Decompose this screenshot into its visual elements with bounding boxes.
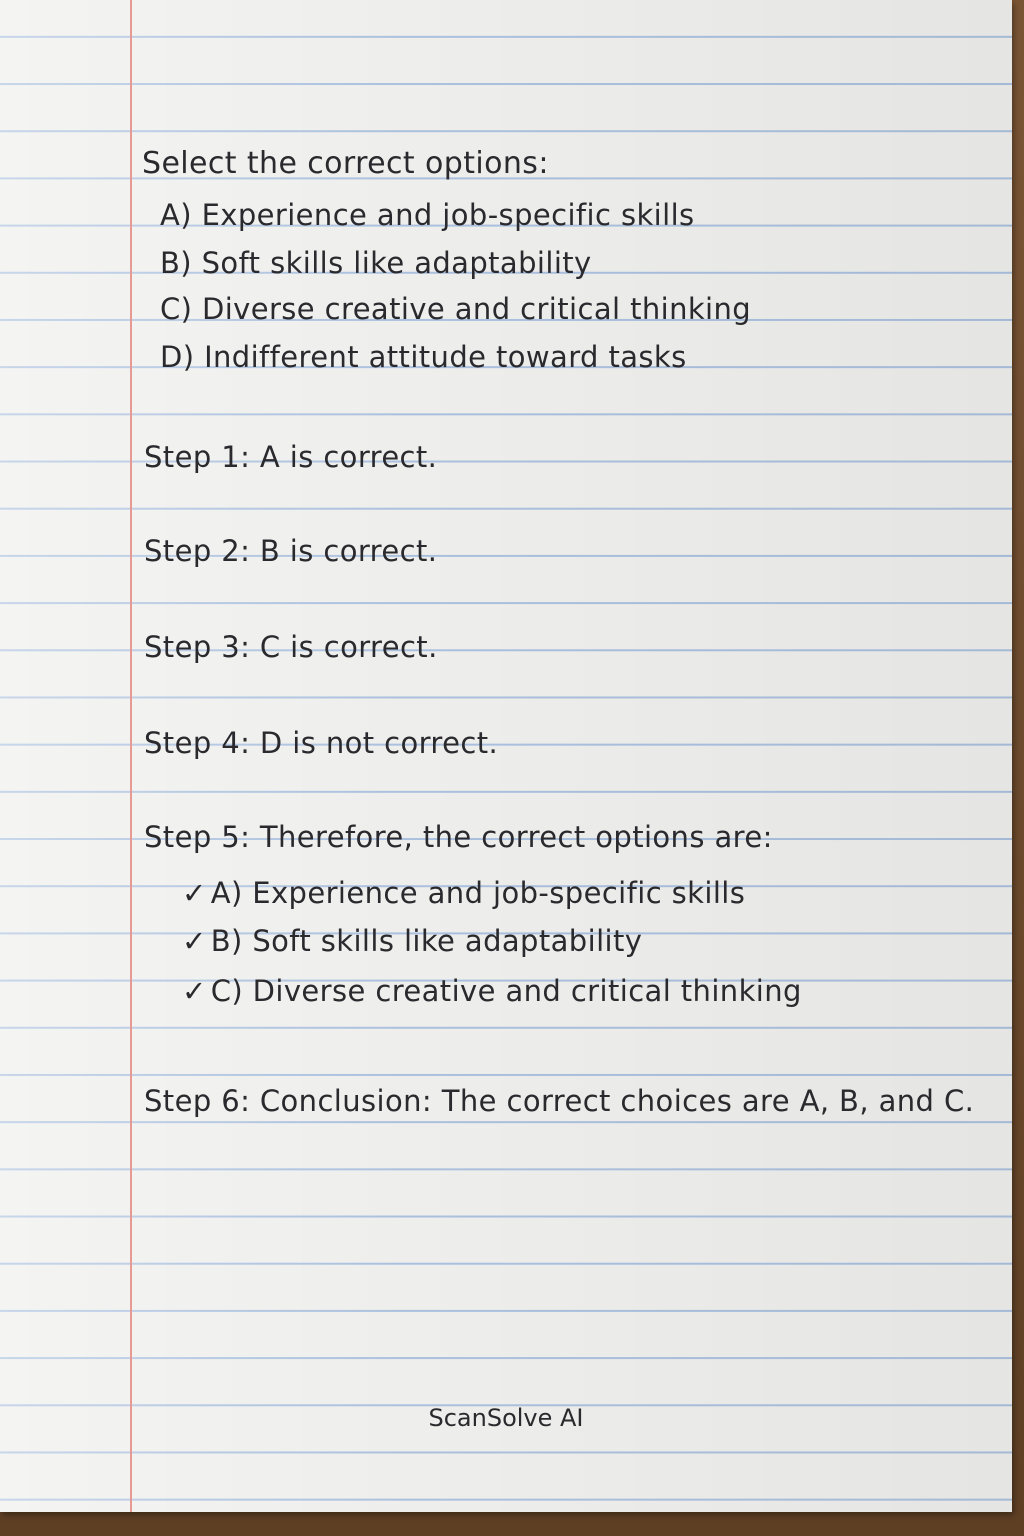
option-a: A) Experience and job-specific skills xyxy=(160,198,695,232)
option-b: B) Soft skills like adaptability xyxy=(160,246,592,280)
margin-line xyxy=(130,0,132,1512)
step-3: Step 3: C is correct. xyxy=(144,630,438,664)
correct-item-b xyxy=(182,924,642,958)
step-1: Step 1: A is correct. xyxy=(144,440,438,474)
correct-item-a xyxy=(182,876,745,910)
correct-item-label: A) Experience and job-specific skills xyxy=(210,876,746,910)
option-c: C) Diverse creative and critical thinking xyxy=(160,292,752,326)
step-5: Step 5: Therefore, the correct options are: xyxy=(144,820,773,854)
checkmark-icon: ✓ xyxy=(182,974,207,1008)
footer-brand: ScanSolve AI xyxy=(428,1404,584,1432)
checkmark-icon: ✓ xyxy=(182,924,207,958)
step-6: Step 6: Conclusion: The correct choices are A, B, and C. xyxy=(144,1084,975,1118)
step-4: Step 4: D is not correct. xyxy=(144,726,499,760)
correct-item-c xyxy=(182,974,802,1008)
correct-item-label: C) Diverse creative and critical thinking xyxy=(210,974,802,1008)
step-2: Step 2: B is correct. xyxy=(144,534,438,568)
option-d: D) Indifferent attitude toward tasks xyxy=(160,340,687,374)
correct-item-label: B) Soft skills like adaptability xyxy=(210,924,643,958)
checkmark-icon: ✓ xyxy=(182,876,207,910)
question-title: Select the correct options: xyxy=(142,146,549,181)
